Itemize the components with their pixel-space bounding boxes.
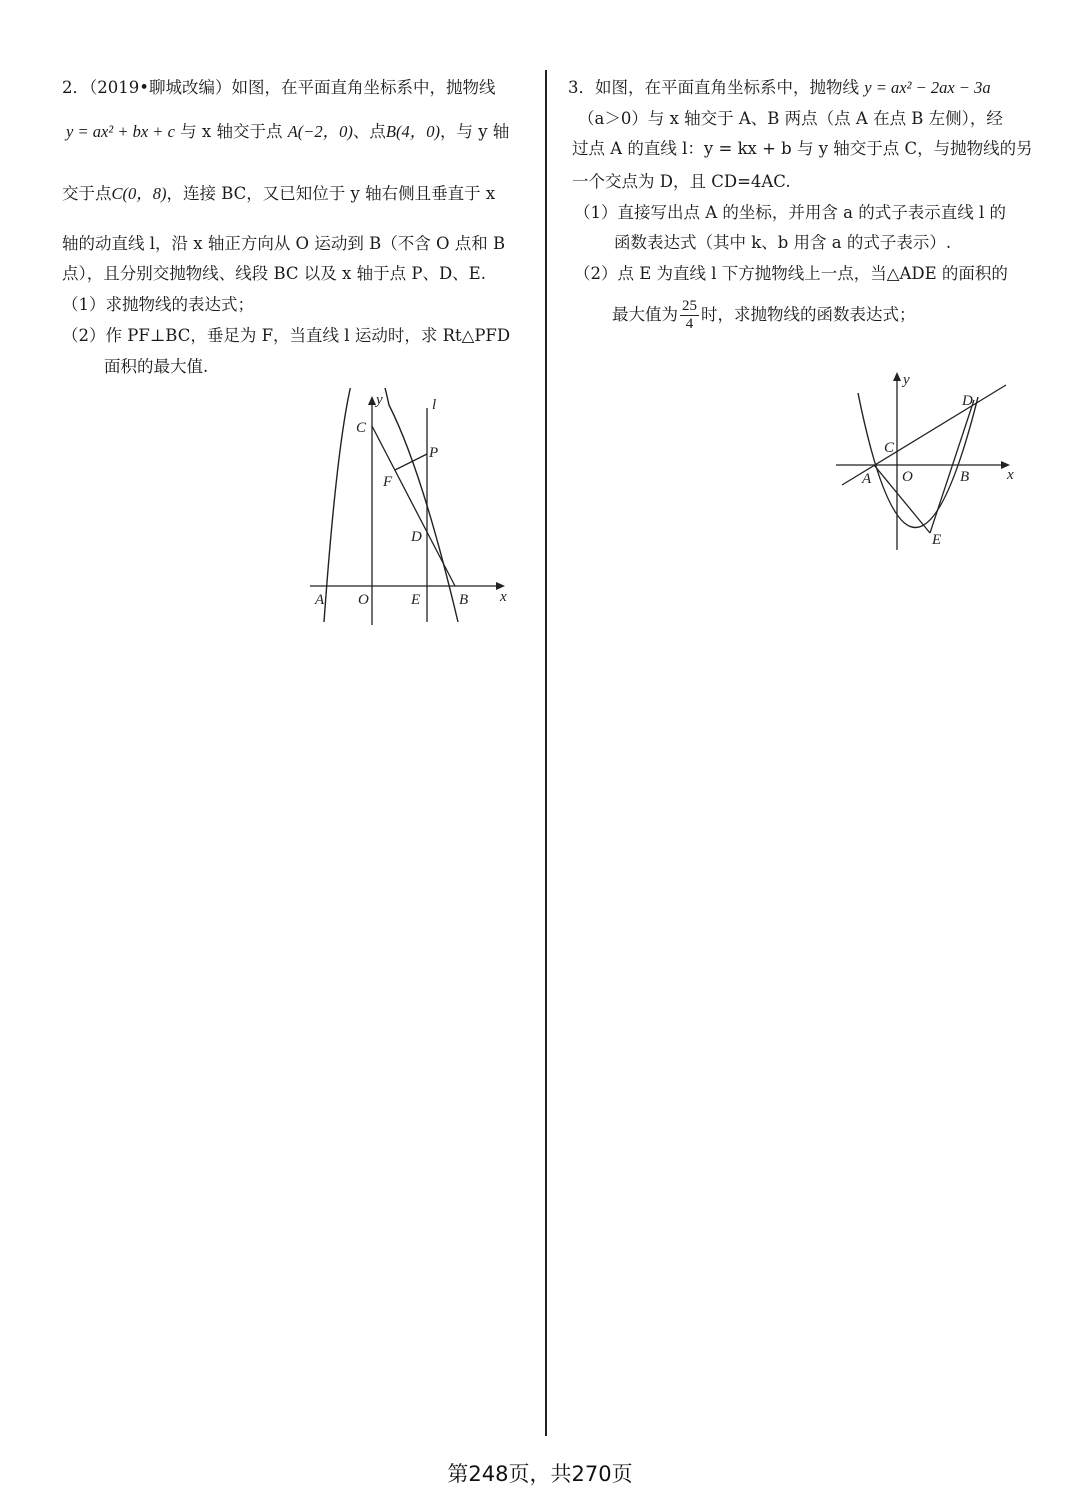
- label-a: A: [862, 471, 872, 487]
- p2-text: ，连接 BC，又已知位于 y 轴右侧且垂直于 x: [166, 184, 496, 203]
- p2-line3: [62, 186, 495, 203]
- page-number-footer: 第248页，共270页: [447, 1462, 633, 1486]
- label-x: x: [1007, 467, 1014, 483]
- p2-question-2: （2）作 PF⊥BC，垂足为 F，当直线 l 运动时，求 Rt△PFD: [62, 326, 511, 345]
- p2-line1: 2．（2019•聊城改编）如图，在平面直角坐标系中，抛物线: [62, 78, 496, 97]
- p2-formula: y = ax² + bx + c: [66, 122, 175, 141]
- label-o: O: [358, 592, 369, 608]
- p2-point-c: C(0，8): [111, 184, 167, 203]
- segment-ed: [930, 400, 974, 533]
- fraction-numerator: 25: [682, 298, 697, 314]
- label-l: l: [432, 397, 437, 413]
- p3-text: 时，求抛物线的函数表达式；: [701, 304, 916, 324]
- p3-text: 3．如图，在平面直角坐标系中，抛物线: [568, 78, 859, 97]
- p3-line4: 一个交点为 D，且 CD=4AC.: [572, 172, 791, 191]
- p2-line2: [66, 124, 509, 141]
- p2-line4: 轴的动直线 l，沿 x 轴正方向从 O 运动到 B（不含 O 点和 B: [62, 234, 506, 253]
- p2-line5: 点），且分别交抛物线、线段 BC 以及 x 轴于点 P、D、E.: [62, 264, 486, 283]
- y-axis-arrow: [893, 372, 901, 381]
- label-e: E: [411, 592, 421, 608]
- p3-line2: （a＞0）与 x 轴交于 A、B 两点（点 A 在点 B 左侧），经: [578, 109, 1003, 128]
- label-d: D: [411, 529, 422, 545]
- p3-question-1: （1）直接写出点 A 的坐标，并用含 a 的式子表示直线 l 的: [574, 203, 1006, 222]
- p2-question-1: （1）求抛物线的表达式；: [62, 295, 254, 314]
- segment-bc: [372, 426, 455, 586]
- label-o: O: [902, 469, 913, 485]
- p2-point-a: A(−2，0): [287, 122, 353, 141]
- label-f: F: [383, 474, 393, 490]
- p3-text: 最大值为: [612, 304, 678, 324]
- label-b: B: [960, 469, 970, 485]
- label-y: y: [376, 392, 383, 408]
- y-axis-arrow: [368, 396, 376, 405]
- label-a: A: [315, 592, 325, 608]
- label-x: x: [500, 589, 507, 605]
- label-y: y: [903, 372, 910, 388]
- p2-point-b: B(4，0): [385, 122, 440, 141]
- p2-question-2-cont: 面积的最大值.: [104, 357, 209, 376]
- line-l: [842, 385, 1006, 485]
- parabola: [324, 388, 458, 622]
- p3-figure: [830, 366, 1030, 556]
- label-d: D: [962, 393, 973, 409]
- p3-line1: [568, 80, 991, 97]
- p2-text: 、点: [352, 122, 386, 141]
- p3-formula: y = ax² − 2ax − 3a: [864, 78, 991, 97]
- p3-question-2: （2）点 E 为直线 l 下方抛物线上一点，当△ADE 的面积的: [574, 264, 1008, 283]
- p2-text: 交于点: [62, 184, 112, 203]
- label-b: B: [459, 592, 469, 608]
- p2-text: ，与 y 轴: [439, 122, 510, 141]
- label-c: C: [356, 420, 367, 436]
- column-divider: [545, 70, 547, 1436]
- label-p: P: [429, 445, 439, 461]
- p3-question-2-cont: [612, 298, 916, 332]
- p3-question-1-cont: 函数表达式（其中 k、b 用含 a 的式子表示）.: [614, 233, 952, 252]
- p3-line3: 过点 A 的直线 l：y = kx + b 与 y 轴交于点 C，与抛物线的另: [572, 139, 1033, 158]
- label-e: E: [932, 532, 942, 548]
- label-c: C: [884, 440, 895, 456]
- p2-text: 与 x 轴交于点: [180, 122, 283, 141]
- fraction-25-4: [680, 298, 699, 332]
- p2-figure: [300, 388, 530, 638]
- fraction-denominator: 4: [685, 315, 694, 332]
